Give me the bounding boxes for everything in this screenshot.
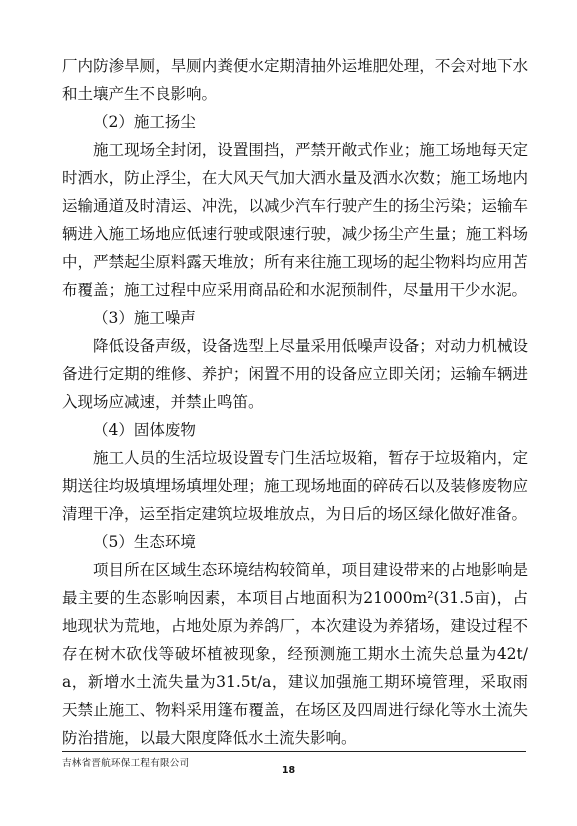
footer-divider (62, 751, 526, 752)
paragraph-solid-waste: 施工人员的生活垃圾设置专门生活垃圾箱，暂存于垃圾箱内，定期送往均圾填埋场填埋处理；施工现场地面的碎砖石以及装修废物应清理干净，运至指定建筑垃圾堆放点，为日后的场区绿化做好准备。 (62, 449, 528, 523)
footer-company-name: 吉林省晋航环保工程有限公司 (62, 758, 190, 769)
paragraph-construction-dust: 施工现场全封闭，设置围挡，严禁开敞式作业；施工场地每天定时洒水，防止浮尘，在大风天气加大洒水量及洒水次数；施工场地内运输通道及时清运、冲洗，以减少汽车行驶产生的扬尘污染；运输车辆进入施工场地应低速行驶或限速行驶，减少扬尘产生量；施工料场中，严禁起尘原料露天堆放；所有来往施工现场的起尘物料均应用苫布覆盖；施工过程中应采用商品砼和水泥预制件，尽量用干少水泥。 (62, 141, 528, 299)
section-heading-construction-dust: （2）施工扬尘 (93, 113, 196, 131)
section-heading-ecological-environment: （5）生态环境 (93, 533, 196, 551)
paragraph-continuation: 厂内防渗旱厕，旱厕内粪便水定期清抽外运堆肥处理，不会对地下水和土壤产生不良影响。 (62, 57, 528, 103)
section-heading-construction-noise: （3）施工噪声 (93, 309, 196, 327)
document-body (62, 52, 528, 752)
paragraph-ecological-environment: 项目所在区域生态环境结构较简单，项目建设带来的占地影响是最主要的生态影响因素，本项目占地面积为21000m²(31.5亩)，占地现状为荒地，占地处原为养鸽厂，本次建设为养猪场，建设过程不存在树木砍伐等破坏植被现象，经预测施工期水土流失总量为42t/a，新增水土流失量为31.5t/a，建议加强施工期环境管理，采取雨天禁止施工、物料采用篷布覆盖，在场区及四周进行绿化等水土流失防治措施，以最大限度降低水土流失影响。 (62, 561, 528, 747)
paragraph-construction-noise: 降低设备声级，设备选型上尽量采用低噪声设备；对动力机械设备进行定期的维修、养护；闲置不用的设备应立即关闭；运输车辆进入现场应减速，并禁止鸣笛。 (62, 337, 528, 411)
page-number: 18 (281, 765, 296, 776)
section-heading-solid-waste: （4）固体废物 (93, 421, 196, 439)
